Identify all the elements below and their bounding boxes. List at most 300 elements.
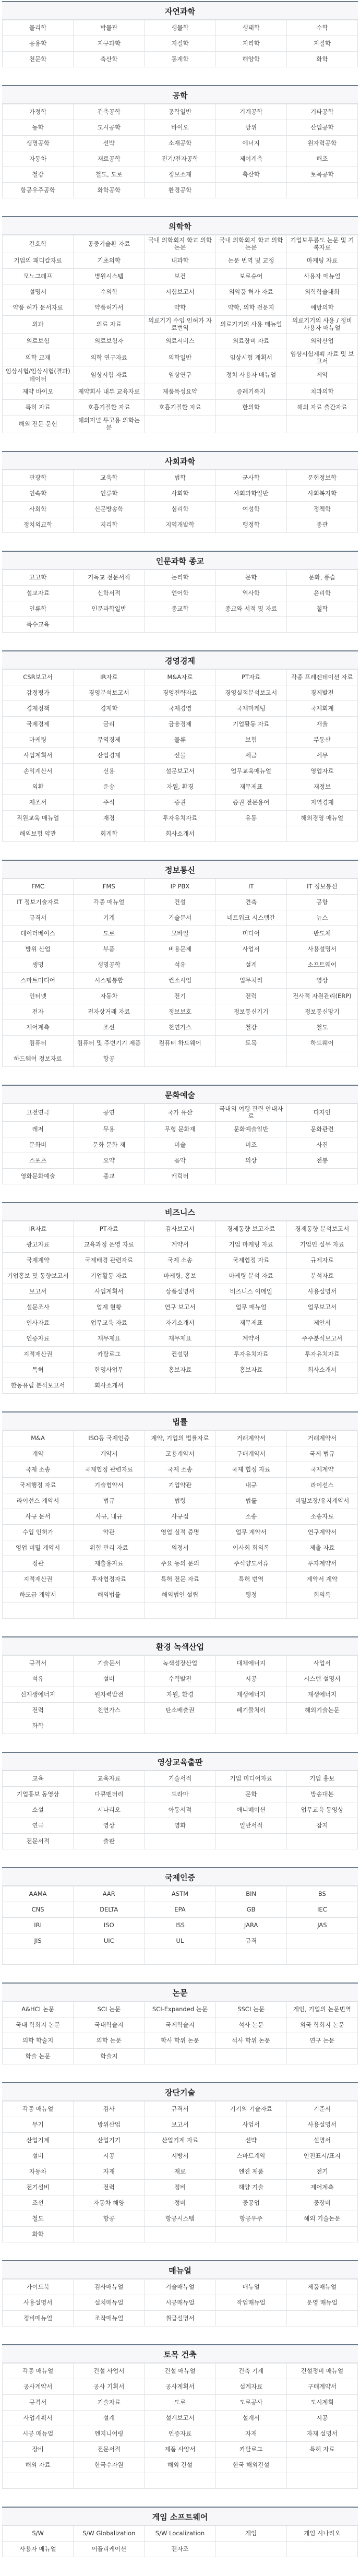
category-item[interactable]: 사회복지학 (286, 485, 357, 501)
category-item[interactable]: 경영실적분석보고서 (215, 685, 286, 701)
category-item[interactable]: 자동차 (74, 988, 145, 1004)
category-item[interactable]: 해양 기술 (215, 2179, 286, 2195)
category-item[interactable]: 의학 학술지 (3, 2033, 74, 2048)
category-item[interactable]: 토목공학 (286, 167, 357, 183)
category-item[interactable]: 약품 허가 문서자료 (3, 300, 74, 315)
category-item[interactable]: 학술지 (74, 2048, 145, 2064)
category-item[interactable]: 보험 (215, 732, 286, 747)
category-item[interactable]: 자동차 해양 (74, 2195, 145, 2211)
category-item[interactable]: SCI 논문 (74, 2001, 145, 2017)
category-item[interactable]: 자기소개서 (145, 1315, 215, 1331)
category-item[interactable]: 사용자 매뉴얼 (3, 2541, 74, 2557)
category-item[interactable]: 설계보고서 (145, 2410, 215, 2426)
category-item[interactable]: 각종 매뉴얼 (3, 2363, 74, 2379)
category-item[interactable]: 제출용자료 (74, 1556, 145, 1571)
category-item[interactable]: 운영 매뉴얼 (286, 2295, 357, 2310)
category-item[interactable]: 재무제표 (215, 1315, 286, 1331)
category-item[interactable]: 방위 (215, 120, 286, 136)
category-item[interactable]: 소송자료 (286, 1509, 357, 1524)
category-item[interactable]: 작업매뉴얼 (215, 2295, 286, 2310)
category-item[interactable]: 폐기물처리 (215, 1702, 286, 1718)
category-item[interactable]: 투자유치자료 (145, 810, 215, 826)
category-item[interactable]: 해외 자료 출간자료 (286, 400, 357, 416)
category-item[interactable]: 전기 (286, 2164, 357, 2179)
category-item[interactable]: 기계공학 (215, 104, 286, 120)
category-item[interactable]: 사업서 (286, 1655, 357, 1671)
category-item[interactable]: 석유 (145, 957, 215, 972)
category-item[interactable]: 문화, 풍습 (286, 569, 357, 585)
category-item[interactable]: 검사매뉴얼 (74, 2279, 145, 2295)
category-item[interactable]: 재무제표 (74, 1331, 145, 1346)
category-item[interactable]: 소송 (215, 1509, 286, 1524)
category-item[interactable]: 모바일 (145, 925, 215, 941)
category-item[interactable]: 간호학 (3, 235, 74, 253)
category-item[interactable]: 제품매뉴얼 (286, 2279, 357, 2295)
category-item[interactable]: AAR (74, 1886, 145, 1902)
category-item[interactable]: 투자계약서 (286, 1556, 357, 1571)
category-item[interactable]: 손익계산서 (3, 763, 74, 779)
category-item[interactable]: SCI-Expanded 논문 (145, 2001, 215, 2017)
category-item[interactable]: 심리학 (145, 501, 215, 517)
category-item[interactable]: 스마트계약 (215, 2148, 286, 2164)
category-item[interactable]: 법규 (74, 1493, 145, 1509)
category-item[interactable]: 스마트미디어 (3, 972, 74, 988)
category-item[interactable]: ISS (145, 1917, 215, 1933)
category-item[interactable]: 산업공학 (286, 120, 357, 136)
category-item[interactable]: 규제자료 (286, 1252, 357, 1268)
category-item[interactable]: 화학공학 (74, 183, 145, 198)
category-item[interactable]: 규격서 (145, 2101, 215, 2117)
category-item[interactable]: 산업기기 (74, 2132, 145, 2148)
category-item[interactable]: 업무교육 동영상 (286, 1802, 357, 1818)
category-item[interactable]: 인문과학일반 (74, 601, 145, 616)
category-item[interactable]: 기술자료 (74, 2394, 145, 2410)
category-item[interactable]: CNS (3, 1902, 74, 1917)
category-item[interactable]: 원자력공학 (286, 136, 357, 151)
category-item[interactable]: 제출 자료 (286, 1540, 357, 1556)
category-item[interactable]: 시공 (215, 1671, 286, 1687)
category-item[interactable]: 사규, 내규 (74, 1509, 145, 1524)
category-item[interactable]: 국제계약 (3, 1252, 74, 1268)
category-item[interactable]: 엔진 제품 (215, 2164, 286, 2179)
category-item[interactable]: 경제정책 (3, 701, 74, 716)
category-item[interactable]: 게임 (215, 2525, 286, 2541)
category-item[interactable]: 약학 (145, 300, 215, 315)
category-item[interactable]: S/W (3, 2525, 74, 2541)
category-item[interactable]: 외국 학회지 논문 (286, 2017, 357, 2033)
category-item[interactable]: 종교 (74, 1168, 145, 1184)
category-item[interactable]: 요약 (74, 1153, 145, 1168)
category-item[interactable]: 각종 매뉴얼 (3, 2101, 74, 2117)
category-item[interactable]: 연구 보고서 (145, 1299, 215, 1315)
category-item[interactable]: 종교학 (145, 601, 215, 616)
category-item[interactable]: 카탈로그 (74, 1346, 145, 1362)
category-item[interactable]: 주식 (74, 794, 145, 810)
category-item[interactable]: 지리학 (215, 36, 286, 52)
category-item[interactable]: 교육과정 운영 자료 (74, 1237, 145, 1252)
category-item[interactable]: 의료 자료 (74, 315, 145, 333)
category-item[interactable]: 응용학 (3, 36, 74, 52)
category-item[interactable]: 사업계획서 (74, 1284, 145, 1299)
category-item[interactable]: 국제 법규 (286, 1446, 357, 1462)
category-item[interactable]: 안전표시/표지 (286, 2148, 357, 2164)
category-item[interactable]: 업계 현황 (74, 1299, 145, 1315)
category-item[interactable]: 연구계약서 (286, 1524, 357, 1540)
category-item[interactable]: 공항 (286, 894, 357, 910)
category-item[interactable]: 기업활동 자료 (74, 1268, 145, 1284)
category-item[interactable]: 업무보고서 (286, 1299, 357, 1315)
category-item[interactable]: 재무제표 (215, 779, 286, 794)
category-item[interactable]: 주식양도서류 (215, 1556, 286, 1571)
category-item[interactable]: 시공매뉴얼 (145, 2295, 215, 2310)
category-item[interactable]: 운송 (74, 779, 145, 794)
category-item[interactable]: 분석자료 (286, 1268, 357, 1284)
category-item[interactable]: 행정학 (215, 517, 286, 532)
category-item[interactable]: 철도 (286, 1019, 357, 1035)
category-item[interactable]: 교육자료 (74, 1771, 145, 1786)
category-item[interactable]: 설계 (74, 2410, 145, 2426)
category-item[interactable]: 해외 자료 (3, 2457, 74, 2473)
category-item[interactable]: 기준서 (286, 2101, 357, 2117)
category-item[interactable]: 중장비 (286, 2195, 357, 2211)
category-item[interactable]: 생물학 (145, 20, 215, 36)
category-item[interactable]: 국제경영 (145, 701, 215, 716)
category-item[interactable]: 인증자료 (3, 1331, 74, 1346)
category-item[interactable]: CSR보고서 (3, 669, 74, 685)
category-item[interactable]: 의료기기의 사용 / 정비 사용자 매뉴얼 (286, 315, 357, 333)
category-item[interactable]: FMS (74, 879, 145, 894)
category-item[interactable]: 생명공학 (3, 136, 74, 151)
category-item[interactable]: 제조서 (3, 794, 74, 810)
category-item[interactable]: 학사 학위 논문 (145, 2033, 215, 2048)
category-item[interactable]: 국제회계 (286, 701, 357, 716)
category-item[interactable]: 반도체 (286, 925, 357, 941)
category-item[interactable]: IEC (286, 1902, 357, 1917)
category-item[interactable]: 고전연극 (3, 1103, 74, 1121)
category-item[interactable]: 조선 (74, 1019, 145, 1035)
category-item[interactable]: 해외 기술논문 (286, 2211, 357, 2226)
category-item[interactable]: 캐릭터 (145, 1168, 215, 1184)
category-item[interactable]: 수력발전 (145, 1671, 215, 1687)
category-item[interactable]: 네트워크 시스템간 (215, 910, 286, 925)
category-item[interactable]: 기독교 전문서적 (74, 569, 145, 585)
category-item[interactable]: 컨설팅 (145, 1346, 215, 1362)
category-item[interactable]: 라이선스 계약서 (3, 1493, 74, 1509)
category-item[interactable]: 음악 (145, 1153, 215, 1168)
category-item[interactable]: ASTM (145, 1886, 215, 1902)
category-item[interactable]: 국제 소송 (145, 1252, 215, 1268)
category-item[interactable]: 해양학 (215, 52, 286, 67)
category-item[interactable]: 건축공학 (74, 104, 145, 120)
category-item[interactable]: 공중기술환 자료 (74, 235, 145, 253)
category-item[interactable]: 농학 (3, 120, 74, 136)
category-item[interactable]: 레저 (3, 1121, 74, 1137)
category-item[interactable]: 하드웨어 정보자료 (3, 1051, 74, 1066)
category-item[interactable]: 지적재산권 (3, 1571, 74, 1587)
category-item[interactable]: 에너지 (215, 136, 286, 151)
category-item[interactable]: 증례기록지 (215, 384, 286, 400)
category-item[interactable]: 종교와 서적 및 자료 (215, 601, 286, 616)
category-item[interactable]: 세무 (286, 747, 357, 763)
category-item[interactable]: 기술서적 (145, 1771, 215, 1786)
category-item[interactable]: 기업인 실무 자료 (286, 1237, 357, 1252)
category-item[interactable]: 해외경영 매뉴얼 (286, 810, 357, 826)
category-item[interactable]: 영화문화예술 (3, 1168, 74, 1184)
category-item[interactable]: PT자료 (74, 1221, 145, 1237)
category-item[interactable]: 임상시험계획 자료 및 보고서 (286, 349, 357, 366)
category-item[interactable]: 뉴스 (286, 910, 357, 925)
category-item[interactable]: 정비 (145, 2195, 215, 2211)
category-item[interactable]: 세금 (215, 747, 286, 763)
category-item[interactable]: 정치외교학 (3, 517, 74, 532)
category-item[interactable]: IR자료 (74, 669, 145, 685)
category-item[interactable]: 마케팅 분석 자료 (215, 1268, 286, 1284)
category-item[interactable]: 수의학 (74, 284, 145, 300)
category-item[interactable]: 도로공사 (215, 2394, 286, 2410)
category-item[interactable]: IR자료 (3, 1221, 74, 1237)
category-item[interactable]: A&HCI 논문 (3, 2001, 74, 2017)
category-item[interactable]: 인사자료 (3, 1315, 74, 1331)
category-item[interactable]: 비밀보장/유지계약서 (286, 1493, 357, 1509)
category-item[interactable]: 도로 (74, 925, 145, 941)
category-item[interactable]: 전력 (74, 2179, 145, 2195)
category-item[interactable]: 대체에너지 (215, 1655, 286, 1671)
category-item[interactable]: 의약산업 (286, 333, 357, 349)
category-item[interactable]: 시방서 (145, 2148, 215, 2164)
category-item[interactable]: 지리학 (74, 517, 145, 532)
category-item[interactable]: 회사소개서 (286, 1362, 357, 1378)
category-item[interactable]: 회의록 (286, 1587, 357, 1602)
category-item[interactable]: 의료장비 자료 (215, 333, 286, 349)
category-item[interactable]: 정보보호 (145, 1004, 215, 1019)
category-item[interactable]: 컴퓨터 (3, 1035, 74, 1051)
category-item[interactable]: 신재생에너지 (3, 1687, 74, 1702)
category-item[interactable]: 업무교육 자료 (74, 1315, 145, 1331)
category-item[interactable]: 컴퓨터 하드웨어 (145, 1035, 215, 1051)
category-item[interactable]: 의정서 (145, 1540, 215, 1556)
category-item[interactable]: 생명공학 (74, 957, 145, 972)
category-item[interactable]: 위험 관리 자료 (74, 1540, 145, 1556)
category-item[interactable]: 컴퓨터 및 주변기기 제품 (74, 1035, 145, 1051)
category-item[interactable]: 각종 매뉴얼 (74, 894, 145, 910)
category-item[interactable]: 데이터베이스 (3, 925, 74, 941)
category-item[interactable]: 기술문서 (145, 910, 215, 925)
category-item[interactable]: 특허 (3, 1362, 74, 1378)
category-item[interactable]: 의료기기 수입 인허가 자료번역 (145, 315, 215, 333)
category-item[interactable]: 업무처리 (215, 972, 286, 988)
category-item[interactable]: 사용설명서 (286, 2117, 357, 2132)
category-item[interactable]: 지역개발학 (145, 517, 215, 532)
category-item[interactable]: 정보통신망기 (286, 1004, 357, 1019)
category-item[interactable]: 문화 문화 재 (74, 1137, 145, 1153)
category-item[interactable]: 항공우주공학 (3, 183, 74, 198)
category-item[interactable]: 약품허가서 (74, 300, 145, 315)
category-item[interactable]: 국제협정 관련자료 (74, 1462, 145, 1477)
category-item[interactable]: 설명서 (3, 284, 74, 300)
category-item[interactable]: 항공시스템 (145, 2211, 215, 2226)
category-item[interactable]: 설교자료 (3, 585, 74, 601)
category-item[interactable]: 투자유치자료 (215, 1346, 286, 1362)
category-item[interactable]: 물리학 (3, 20, 74, 36)
category-item[interactable]: 해외보험 약관 (3, 826, 74, 841)
category-item[interactable]: 설비 (3, 2148, 74, 2164)
category-item[interactable]: 한의학 (215, 400, 286, 416)
category-item[interactable]: 정책학 (286, 501, 357, 517)
category-item[interactable]: 전자조 (145, 2541, 215, 2557)
category-item[interactable]: JARA (215, 1917, 286, 1933)
category-item[interactable]: 국내 학회지 논문 (3, 2017, 74, 2033)
category-item[interactable]: 보고서 (145, 2117, 215, 2132)
category-item[interactable]: 사용설명서 (3, 2295, 74, 2310)
category-item[interactable]: 국제 소송 (145, 1462, 215, 1477)
category-item[interactable]: 라이선스 (286, 1477, 357, 1493)
category-item[interactable]: 전기/전자공학 (145, 151, 215, 167)
category-item[interactable]: 영화 (145, 1818, 215, 1833)
category-item[interactable]: 선박 (74, 136, 145, 151)
category-item[interactable]: 국제배경 관련자료 (74, 1252, 145, 1268)
category-item[interactable]: 석유 (3, 1671, 74, 1687)
category-item[interactable]: 의료보험자 (74, 333, 145, 349)
category-item[interactable]: 외환 (3, 779, 74, 794)
category-item[interactable]: 시공 (286, 2410, 357, 2426)
category-item[interactable]: 기업홍보 및 동향보고서 (3, 1268, 74, 1284)
category-item[interactable]: 임상시험 자료 (74, 366, 145, 384)
category-item[interactable]: 전문서적 (3, 1833, 74, 1849)
category-item[interactable]: 특허 번역 (215, 1571, 286, 1587)
category-item[interactable]: 의학 교재 (3, 349, 74, 366)
category-item[interactable]: 문화관련 (286, 1121, 357, 1137)
category-item[interactable]: 화학 (286, 52, 357, 67)
category-item[interactable]: 국제 소송 (3, 1462, 74, 1477)
category-item[interactable]: 전력 (215, 988, 286, 1004)
category-item[interactable]: 생태학 (215, 20, 286, 36)
category-item[interactable]: 행정 (215, 1587, 286, 1602)
category-item[interactable]: 문화비 (3, 1137, 74, 1153)
category-item[interactable]: 제약 (286, 366, 357, 384)
category-item[interactable]: 의학 논문 (74, 2033, 145, 2048)
category-item[interactable]: 도시공학 (74, 120, 145, 136)
category-item[interactable]: 생명 (3, 957, 74, 972)
category-item[interactable]: 증권 전문용어 (215, 794, 286, 810)
category-item[interactable]: 설문조사 (3, 1299, 74, 1315)
category-item[interactable]: 어플리케이션 (74, 2541, 145, 2557)
category-item[interactable]: 기업약관 (145, 1477, 215, 1493)
category-item[interactable]: 환경공학 (145, 183, 215, 198)
category-item[interactable]: 방송대본 (286, 1786, 357, 1802)
category-item[interactable]: 지질학 (286, 36, 357, 52)
category-item[interactable]: 건설 사업서 (74, 2363, 145, 2379)
category-item[interactable]: 약학, 의학 전문지 (215, 300, 286, 315)
category-item[interactable]: 중공업 (215, 2195, 286, 2211)
category-item[interactable]: 공연 (74, 1103, 145, 1121)
category-item[interactable]: 정보통신기기 (215, 1004, 286, 1019)
category-item[interactable]: 한국 해외건설 (215, 2457, 286, 2473)
category-item[interactable]: 특허 전문 자료 (145, 1571, 215, 1587)
category-item[interactable]: 애니메이션 (215, 1802, 286, 1818)
category-item[interactable]: 카탈로그 (215, 2441, 286, 2457)
category-item[interactable]: 전기설비 (3, 2179, 74, 2195)
category-item[interactable]: 인증자료 (145, 2426, 215, 2441)
category-item[interactable]: 경제동향 분석보고서 (286, 1221, 357, 1237)
category-item[interactable]: 설명서 (286, 2132, 357, 2148)
category-item[interactable]: 기초의학 (74, 253, 145, 268)
category-item[interactable]: 해외 건설 (145, 2457, 215, 2473)
category-item[interactable]: 가정학 (3, 104, 74, 120)
category-item[interactable]: 언어학 (145, 585, 215, 601)
category-item[interactable]: 고고학 (3, 569, 74, 585)
category-item[interactable]: 임상시험 계획서 (215, 349, 286, 366)
category-item[interactable]: M&A자료 (145, 669, 215, 685)
category-item[interactable]: 재경 (74, 810, 145, 826)
category-item[interactable]: 재생에너지 (286, 1687, 357, 1702)
category-item[interactable]: 건축 기계 (215, 2363, 286, 2379)
category-item[interactable]: 드라마 (145, 1786, 215, 1802)
category-item[interactable]: 문학 (215, 569, 286, 585)
category-item[interactable]: 해외기술논문 (286, 1702, 357, 1718)
category-item[interactable]: 규격서 (3, 910, 74, 925)
category-item[interactable]: 항공우주 (215, 2211, 286, 2226)
category-item[interactable]: 해외법률 (74, 1587, 145, 1602)
category-item[interactable]: 기기의 기술자료 (215, 2101, 286, 2117)
category-item[interactable]: 인류학 (3, 601, 74, 616)
category-item[interactable]: 영업 실적 증명 (145, 1524, 215, 1540)
category-item[interactable]: 소설 (3, 1802, 74, 1818)
category-item[interactable]: 국내학술지 (74, 2017, 145, 2033)
category-item[interactable]: 제품 사양서 (145, 2441, 215, 2457)
category-item[interactable]: 문헌정보학 (286, 470, 357, 485)
category-item[interactable]: 시스템 설명서 (286, 1671, 357, 1687)
category-item[interactable]: 국제경제 (3, 716, 74, 732)
category-item[interactable]: 영상 (74, 1818, 145, 1833)
category-item[interactable]: 시나리오 (74, 1802, 145, 1818)
category-item[interactable]: 국내 의학회지 학교 의학 논문 (145, 235, 215, 253)
category-item[interactable]: 재울 (286, 716, 357, 732)
category-item[interactable]: 사회학 (3, 501, 74, 517)
category-item[interactable]: 시공 매뉴얼 (3, 2426, 74, 2441)
category-item[interactable]: 임상시험/임상시험(결과) 데이터 (3, 366, 74, 384)
category-item[interactable]: 설계 (215, 957, 286, 972)
category-item[interactable]: 공사계획서 (145, 2379, 215, 2394)
category-item[interactable]: 바이오 (145, 120, 215, 136)
category-item[interactable]: 비용문제 (145, 941, 215, 957)
category-item[interactable]: 기계 (74, 910, 145, 925)
category-item[interactable]: 정보소재 (145, 167, 215, 183)
category-item[interactable]: 윤리학 (286, 585, 357, 601)
category-item[interactable]: 신학서적 (74, 585, 145, 601)
category-item[interactable]: 천연가스 (145, 1019, 215, 1035)
category-item[interactable]: 무기 (3, 2117, 74, 2132)
category-item[interactable]: 산업기계 자료 (145, 2132, 215, 2148)
category-item[interactable]: IT (215, 879, 286, 894)
category-item[interactable]: ISO (74, 1917, 145, 1933)
category-item[interactable]: 영상 (286, 972, 357, 988)
category-item[interactable]: 토목 (215, 1035, 286, 1051)
category-item[interactable]: UIC (74, 1933, 145, 1949)
category-item[interactable]: 유통 (215, 810, 286, 826)
category-item[interactable]: IT 정보기술자료 (3, 894, 74, 910)
category-item[interactable]: 한영사업무 (74, 1362, 145, 1378)
category-item[interactable]: 마케팅 자료 (286, 253, 357, 268)
category-item[interactable]: 제안서 (286, 1315, 357, 1331)
category-item[interactable]: 의료보험 (3, 333, 74, 349)
category-item[interactable]: 경영분석보고서 (74, 685, 145, 701)
category-item[interactable]: 제약 바이오 (3, 384, 74, 400)
category-item[interactable]: 보고서 (3, 1284, 74, 1299)
category-item[interactable]: 마케팅 (3, 732, 74, 747)
category-item[interactable]: 자동차 (3, 151, 74, 167)
category-item[interactable]: 내규 (215, 1477, 286, 1493)
category-item[interactable]: 수입 인허가 (3, 1524, 74, 1540)
